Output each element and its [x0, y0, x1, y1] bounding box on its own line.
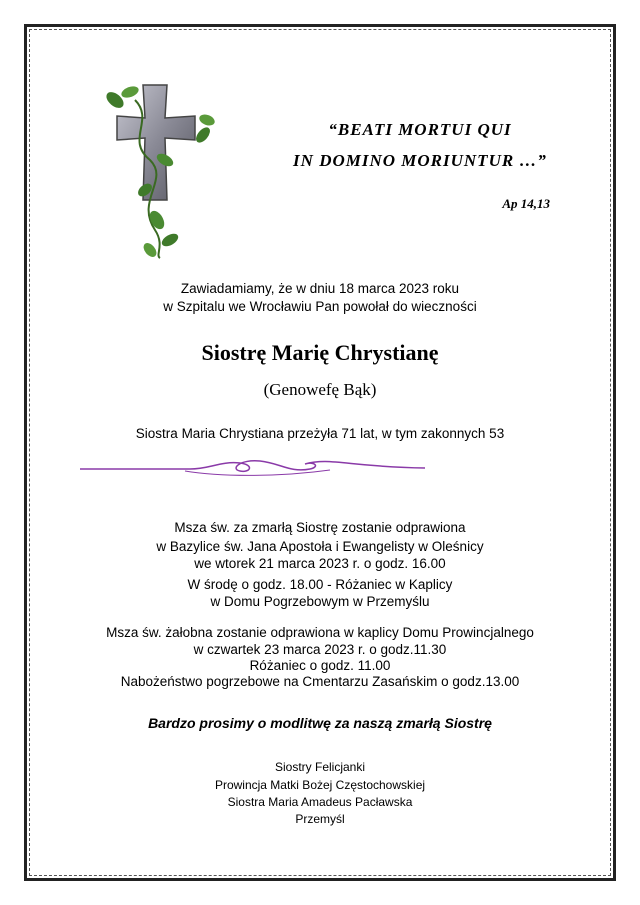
signature-line-4: Przemyśl	[295, 812, 345, 826]
signature-line-2: Prowincja Matki Bożej Częstochowskiej	[214, 778, 426, 792]
quote-line-2: IN DOMINO MORIUNTUR …”	[293, 151, 547, 170]
signature-line-1: Siostry Felicjanki	[274, 760, 366, 774]
quote-reference: Ap 14,13	[502, 196, 550, 211]
schedule-line-2: w Bazylice św. Jana Apostoła i Ewangelisty w Oleśnicy	[156, 539, 484, 554]
schedule-line-3: we wtorek 21 marca 2023 r. o godz. 16.00	[194, 556, 446, 571]
quote-line-1: “BEATI MORTUI QUI	[328, 120, 512, 139]
schedule-line-4: W środę o godz. 18.00 - Różaniec w Kaplicy	[187, 577, 453, 592]
schedule-line-6: Msza św. żałobna zostanie odprawiona w kaplicy Domu Prowincjalnego	[106, 625, 534, 640]
cross-with-ivy-icon	[95, 80, 215, 260]
schedule-line-7: w czwartek 23 marca 2023 r. o godz.11.30	[193, 642, 447, 657]
flourish-divider-icon	[80, 455, 425, 479]
schedule-line-9: Nabożeństwo pogrzebowe na Cmentarzu Zasańskim o godz.13.00	[120, 674, 520, 689]
schedule-line-1: Msza św. za zmarłą Siostrę zostanie odprawiona	[174, 520, 466, 535]
announcement-line-2: w Szpitalu we Wrocławiu Pan powołał do wieczności	[163, 299, 477, 314]
schedule-line-5: w Domu Pogrzebowym w Przemyślu	[210, 594, 430, 609]
prayer-request: Bardzo prosimy o modlitwę za naszą zmarłą Siostrę	[148, 715, 492, 731]
announcement-line-1: Zawiadamiamy, że w dniu 18 marca 2023 roku	[180, 281, 460, 296]
signature-line-3: Siostra Maria Amadeus Pacławska	[227, 795, 413, 809]
deceased-birth-name: (Genowefę Bąk)	[263, 380, 377, 399]
deceased-name: Siostrę Marię Chrystianę	[201, 340, 439, 365]
schedule-line-8: Różaniec o godz. 11.00	[249, 658, 391, 673]
deceased-life: Siostra Maria Chrystiana przeżyła 71 lat, w tym zakonnych 53	[135, 426, 505, 441]
